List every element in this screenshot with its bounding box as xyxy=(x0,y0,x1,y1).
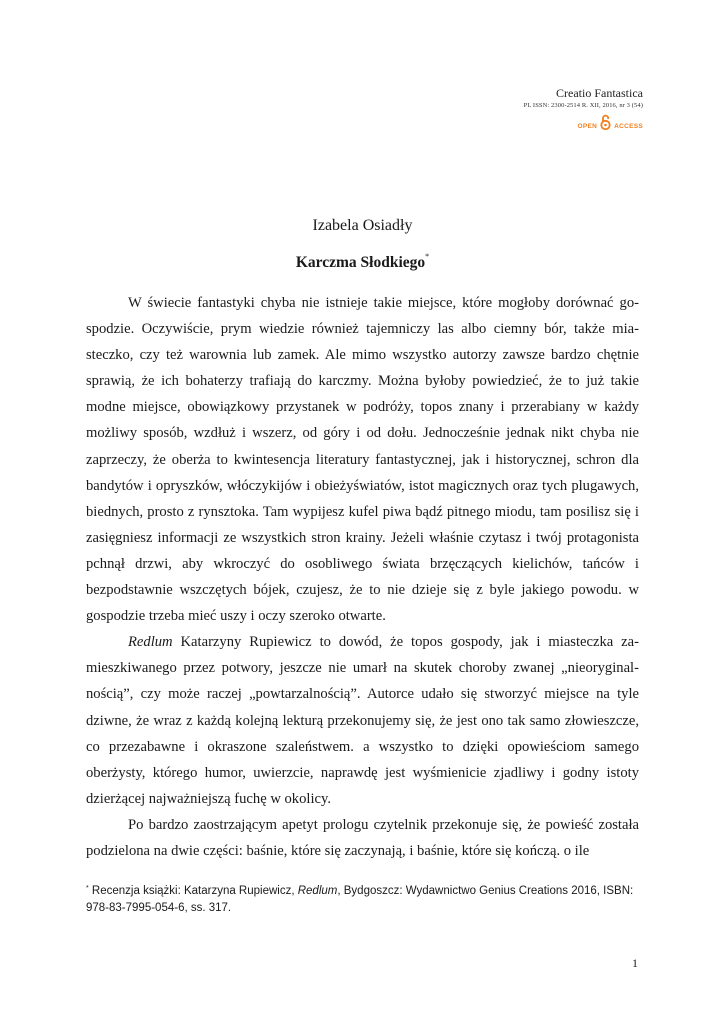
paragraph-1 xyxy=(86,290,639,629)
footnote-text-after: , Bydgoszcz: Wydawnictwo Genius Creations 2016, ISBN: 978-83-7995-054-6, ss. 317. xyxy=(86,885,634,914)
paragraph-2 xyxy=(86,629,639,812)
footnote-emph: Redlum xyxy=(297,885,338,897)
paragraph-1-text: W świecie fantastyki chyba nie istnieje takie miejsce, które mogłoby dorównać gospodzie. Oczywiście, prym wiedzie również tajemniczy las albo ciemny bór, także miasteczko, czy też warownia lub zamek. Ale mimo wszystko autorzy zawsze bardzo chętnie sprawią, że ich bohaterzy trafiają do karczmy. Można byłoby powiedzieć, że to już takie modne miejsce, obowiązkowy przystanek w podróży, topos znany i przerabiany w każdy możliwy sposób, wzdłuż i wszerz, od góry i od dołu. Jednocześnie jednak nikt chyba nie zaprzeczy, że oberża to kwintesencja literatury fantastycznej, jak i historycznej, schron dla bandytów i opryszków, włóczykijów i obieżyświatów, istot magicznych oraz tych plugawych, biednych, prosto z rynsztoka. Tam wypijesz kufel piwa bądź pitnego miodu, tam posilisz się i zasięgniesz informacji ze wszystkich stron krainy. Jeżeli właśnie czytasz i twój protagonista pchnął drzwi, aby wkroczyć do osobliwego świata brzęczących kielichów, tańców i bezpodstawnie wszczętych bójek, czujesz, że to nie dzieje się z byle jakiego powodu. w gospodzie trzeba mieć uszy i oczy szeroko otwarte. xyxy=(86,295,639,625)
article-body xyxy=(86,290,639,864)
footnote-text-before: Recenzja książki: Katarzyna Rupiewicz, xyxy=(88,885,298,897)
open-access-left-label: OPEN xyxy=(577,123,598,130)
paragraph-2-emph: Redlum xyxy=(128,634,173,651)
article-title: Karczma Słodkiego xyxy=(295,254,426,271)
page-number: 1 xyxy=(632,956,638,970)
title-footnote-marker: * xyxy=(425,252,430,261)
journal-header xyxy=(524,86,643,130)
paragraph-3 xyxy=(86,812,639,864)
paragraph-2-text: Katarzyny Rupiewicz to dowód, że topos gospody, jak i miasteczka zamieszkiwanego przez potwory, jeszcze nie umarł na skutek choroby zwanej „nieoryginalnością”, czy może raczej „powtarzalnością”. Autorce udało się stworzyć miejsce na tyle dziwne, że wraz z każdą kolejną lekturą przekonujemy się, że jest ono tak samo złowieszcze, co przezabawne i okraszone szaleństwem. a wszystko to dzięki opowieściom samego oberżysty, którego humor, uwierzcie, naprawdę jest wyśmienicie zjadliwy i godny istoty dzierżącej najważniejszą fuchę w okolicy. xyxy=(86,634,639,807)
article-title-wrapper xyxy=(0,247,725,273)
open-access-right-label: ACCESS xyxy=(614,123,643,130)
journal-title: Creatio Fantastica xyxy=(556,86,643,100)
paragraph-3-text: Po bardzo zaostrzającym apetyt prologu czytelnik przekonuje się, że powieść została podzielona na dwie części: baśnie, które się zaczynają, i baśnie, które się kończą. o ile xyxy=(86,816,639,859)
article-author: Izabela Osiadły xyxy=(312,217,413,234)
journal-issn: PL ISSN: 2300-2514 R. XII, 2016, nr 3 (54) xyxy=(523,102,643,109)
open-access-badge xyxy=(524,114,643,130)
footnote xyxy=(86,880,639,917)
open-access-lock-icon xyxy=(600,114,611,130)
footnote-marker: * xyxy=(86,885,89,892)
